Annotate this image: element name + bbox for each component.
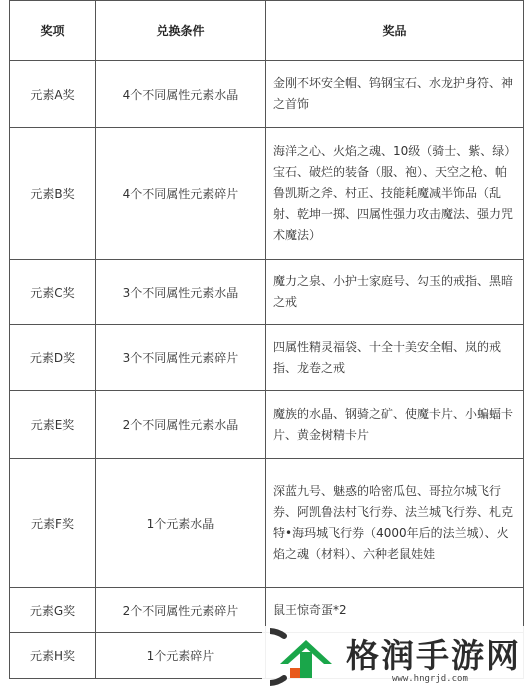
- prize-cell: 魔力之泉、小护士家庭号、勾玉的戒指、黑暗之戒: [266, 260, 524, 325]
- condition-cell: 2个不同属性元素水晶: [96, 391, 266, 459]
- condition-cell: 3个不同属性元素碎片: [96, 325, 266, 391]
- prize-cell: 金刚不坏安全帽、钨钢宝石、水龙护身符、神之首饰: [266, 61, 524, 128]
- tier-cell: 元素H奖: [10, 633, 96, 679]
- header-prizes: 奖品: [266, 1, 524, 61]
- table-row: [10, 391, 524, 459]
- header-exchange-condition: 兑换条件: [96, 1, 266, 61]
- condition-cell: 1个元素碎片: [96, 633, 266, 679]
- rewards-table: [9, 0, 524, 679]
- tier-cell: 元素A奖: [10, 61, 96, 128]
- condition-cell: 2个不同属性元素碎片: [96, 588, 266, 633]
- house-roof-logo-icon: [270, 628, 334, 686]
- prize-cell: 海洋之心、火焰之魂、10级（骑士、紫、绿）宝石、破烂的装备（服、袍）、天空之枪、帕鲁凯斯之斧、村正、技能耗魔减半饰品（乱射、乾坤一掷、四属性强力攻击魔法、强力咒术魔法）: [266, 128, 524, 260]
- tier-cell: 元素F奖: [10, 459, 96, 588]
- prize-cell: 魔族的水晶、钢骑之矿、使魔卡片、小蝙蝠卡片、黄金树精卡片: [266, 391, 524, 459]
- tier-cell: 元素G奖: [10, 588, 96, 633]
- prize-cell: 鼠王惊奇蛋*2: [266, 588, 524, 633]
- tier-cell: 元素B奖: [10, 128, 96, 260]
- watermark-title: 格润手游网: [346, 636, 521, 675]
- prize-cell: 深蓝九号、魅惑的哈密瓜包、哥拉尔城飞行券、阿凯鲁法村飞行券、法兰城飞行券、札克特•海玛城飞行券（4000年后的法兰城）、火焰之魂（材料）、六种老鼠娃娃: [266, 459, 524, 588]
- table-row: [10, 260, 524, 325]
- tier-cell: 元素D奖: [10, 325, 96, 391]
- table-row: [10, 128, 524, 260]
- condition-cell: 4个不同属性元素水晶: [96, 61, 266, 128]
- condition-cell: 4个不同属性元素碎片: [96, 128, 266, 260]
- condition-cell: 3个不同属性元素水晶: [96, 260, 266, 325]
- table-row: [10, 459, 524, 588]
- table-header-row: [10, 1, 524, 61]
- prize-cell: 四属性精灵福袋、十全十美安全帽、岚的戒指、龙卷之戒: [266, 325, 524, 391]
- tier-cell: 元素C奖: [10, 260, 96, 325]
- table-row: [10, 61, 524, 128]
- watermark-url: www.hngrjd.com: [392, 674, 468, 684]
- site-watermark: [262, 626, 530, 689]
- condition-cell: 1个元素水晶: [96, 459, 266, 588]
- table-row: [10, 325, 524, 391]
- header-prize-tier: 奖项: [10, 1, 96, 61]
- tier-cell: 元素E奖: [10, 391, 96, 459]
